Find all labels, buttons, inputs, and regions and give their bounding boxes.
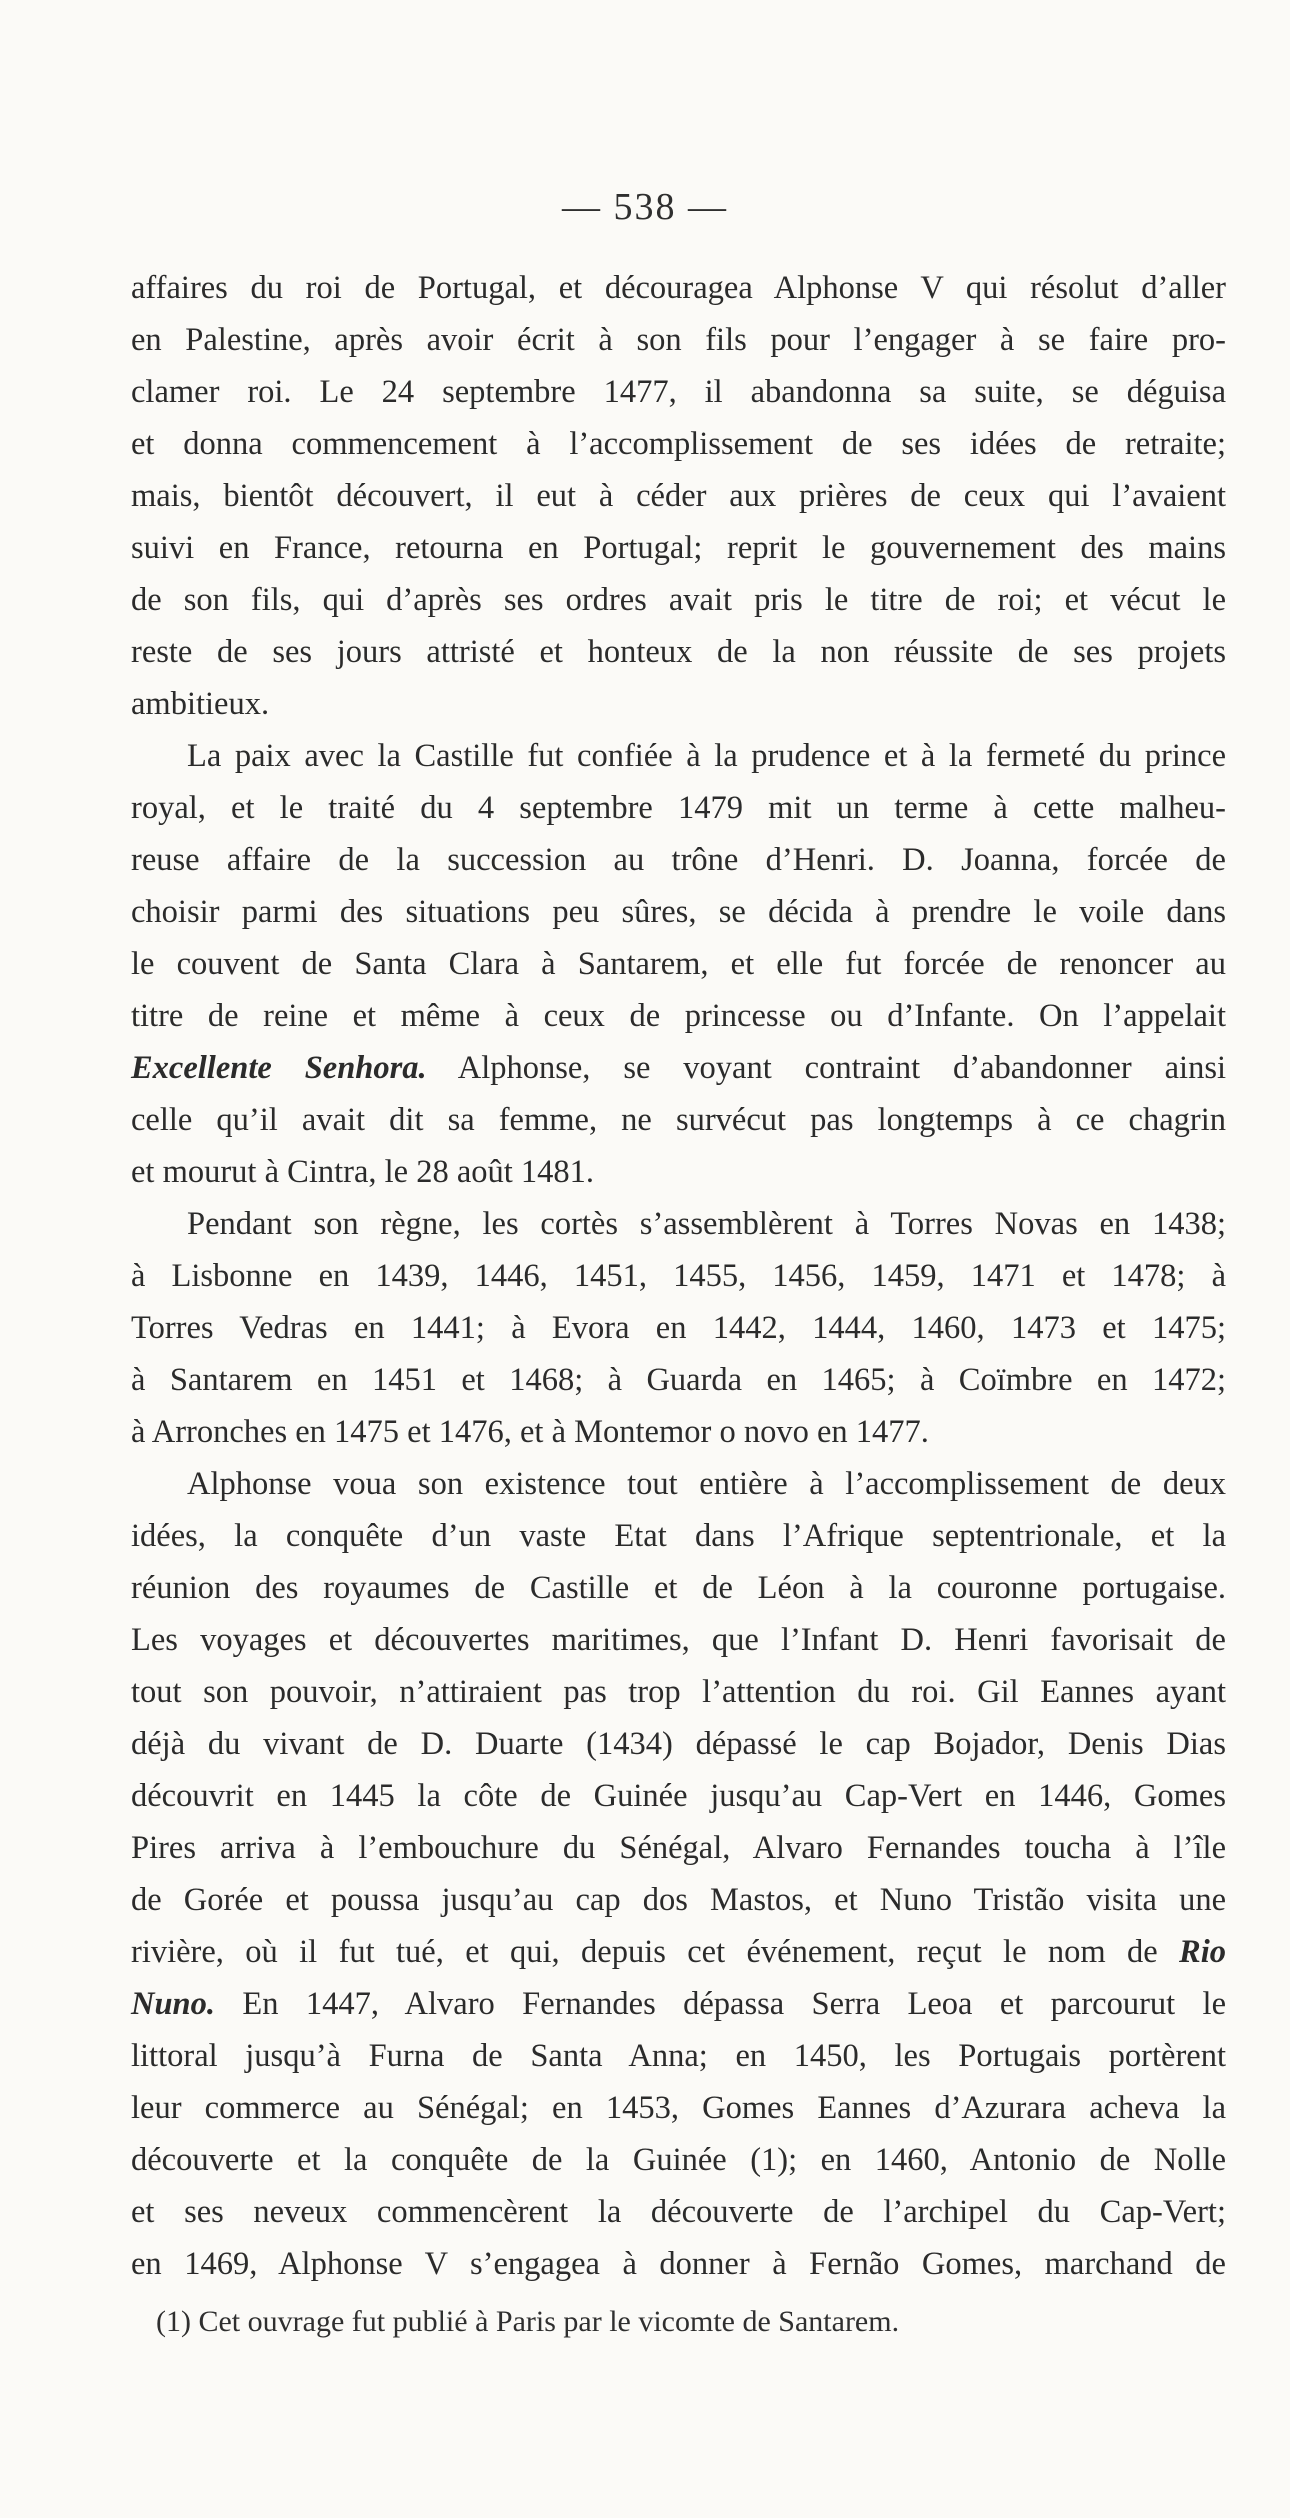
- text-line: ambitieux.: [131, 686, 270, 722]
- text-line: et ses neveux commencèrent la découverte de l’archipel du Cap-Vert;: [131, 2194, 1226, 2230]
- text-line: reuse affaire de la succession au trône d’Henri. D. Joanna, forcée de: [131, 842, 1226, 878]
- text-line: idées, la conquête d’un vaste Etat dans l’Afrique septentrionale, et la: [131, 1518, 1226, 1554]
- text-line: et mourut à Cintra, le 28 août 1481.: [131, 1154, 595, 1190]
- text-line: découverte et la conquête de la Guinée (1); en 1460, Antonio de Nolle: [131, 2142, 1226, 2178]
- text-line: mais, bientôt découvert, il eut à céder aux prières de ceux qui l’avaient: [131, 478, 1226, 514]
- text-line: Excellente Senhora. Alphonse, se voyant contraint d’abandonner ainsi: [131, 1050, 1227, 1086]
- text-line: le couvent de Santa Clara à Santarem, et elle fut forcée de renoncer au: [131, 946, 1226, 982]
- footnote: (1) Cet ouvrage fut publié à Paris par le vicomte de Santarem.: [156, 2305, 900, 2338]
- text-line: de Gorée et poussa jusqu’au cap dos Mastos, et Nuno Tristão visita une: [131, 1882, 1226, 1918]
- page-number: — 538 —: [562, 186, 728, 228]
- text-line: [131, 1926, 1226, 1978]
- text-line: à Lisbonne en 1439, 1446, 1451, 1455, 1456, 1459, 1471 et 1478; à: [131, 1258, 1226, 1294]
- text-fragment: rivière, où il fut tué, et qui, depuis cet événement, reçut le nom de: [131, 1934, 1158, 1970]
- text-line: titre de reine et même à ceux de princesse ou d’Infante. On l’appelait: [131, 998, 1226, 1034]
- text-line: Les voyages et découvertes maritimes, que l’Infant D. Henri favorisait de: [131, 1622, 1226, 1658]
- text-line: Torres Vedras en 1441; à Evora en 1442, 1444, 1460, 1473 et 1475;: [131, 1310, 1226, 1346]
- text-line: à Arronches en 1475 et 1476, et à Montemor o novo en 1477.: [131, 1414, 929, 1450]
- text-line: royal, et le traité du 4 septembre 1479 mit un terme à cette malheu-: [131, 790, 1226, 826]
- text-line: Pires arriva à l’embouchure du Sénégal, Alvaro Fernandes toucha à l’île: [131, 1830, 1226, 1866]
- text-line: reste de ses jours attristé et honteux de la non réussite de ses projets: [131, 634, 1226, 670]
- text-line: tout son pouvoir, n’attiraient pas trop l’attention du roi. Gil Eannes ayant: [131, 1674, 1226, 1710]
- text-line: choisir parmi des situations peu sûres, se décida à prendre le voile dans: [131, 894, 1226, 930]
- italic-term: Nuno.: [131, 1986, 215, 2022]
- text-line: Alphonse voua son existence tout entière à l’accomplissement de deux: [187, 1466, 1226, 1502]
- text-line: [131, 1978, 1226, 2030]
- text-line: littoral jusqu’à Furna de Santa Anna; en 1450, les Portugais portèrent: [131, 2038, 1226, 2074]
- text-line: découvrit en 1445 la côte de Guinée jusqu’au Cap-Vert en 1446, Gomes: [131, 1778, 1226, 1814]
- text-line: leur commerce au Sénégal; en 1453, Gomes Eannes d’Azurara acheva la: [131, 2090, 1226, 2126]
- text-line: affaires du roi de Portugal, et découragea Alphonse V qui résolut d’aller: [131, 270, 1226, 306]
- text-line: celle qu’il avait dit sa femme, ne survécut pas longtemps à ce chagrin: [131, 1102, 1226, 1138]
- text-fragment: En 1447, Alvaro Fernandes dépassa Serra Leoa et parcourut le: [242, 1986, 1227, 2022]
- text-line: clamer roi. Le 24 septembre 1477, il abandonna sa suite, se déguisa: [131, 374, 1226, 410]
- text-line: réunion des royaumes de Castille et de Léon à la couronne portugaise.: [131, 1570, 1226, 1606]
- text-line: Pendant son règne, les cortès s’assemblèrent à Torres Novas en 1438;: [187, 1206, 1226, 1242]
- text-line: déjà du vivant de D. Duarte (1434) dépassé le cap Bojador, Denis Dias: [131, 1726, 1226, 1762]
- text-line: et donna commencement à l’accomplissement de ses idées de retraite;: [131, 426, 1226, 462]
- italic-term: Rio: [1179, 1934, 1226, 1970]
- text-line: en Palestine, après avoir écrit à son fils pour l’engager à se faire pro-: [131, 322, 1226, 358]
- italic-term: Excellente Senhora.: [131, 1050, 427, 1086]
- text-line: suivi en France, retourna en Portugal; reprit le gouvernement des mains: [131, 530, 1226, 566]
- text-line: de son fils, qui d’après ses ordres avait pris le titre de roi; et vécut le: [131, 582, 1226, 618]
- text-line: en 1469, Alphonse V s’engagea à donner à Fernão Gomes, marchand de: [131, 2246, 1226, 2282]
- text-line: La paix avec la Castille fut confiée à la prudence et à la fermeté du prince: [187, 738, 1226, 774]
- text-line: à Santarem en 1451 et 1468; à Guarda en 1465; à Coïmbre en 1472;: [131, 1362, 1226, 1398]
